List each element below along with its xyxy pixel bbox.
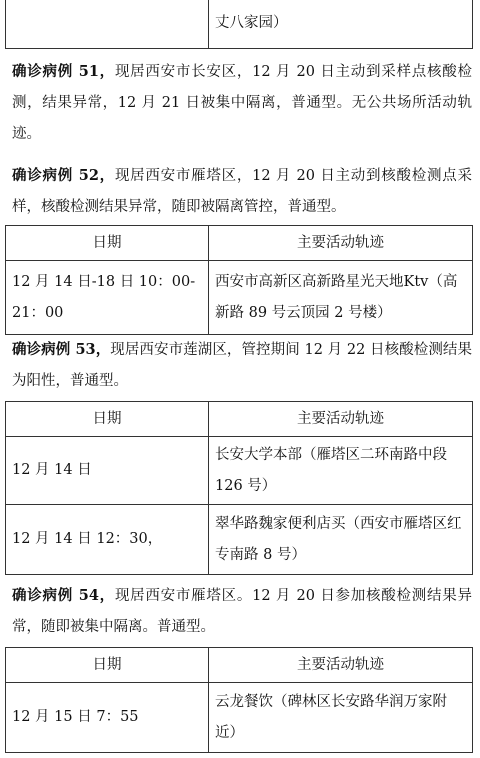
table-row bbox=[6, 261, 473, 335]
table-header-row bbox=[6, 226, 473, 261]
case-54-table bbox=[5, 647, 473, 753]
date-cell: 12 月 14 日 bbox=[6, 437, 209, 505]
date-cell: 12 月 15 日 7：55 bbox=[6, 683, 209, 753]
case-53-label: 确诊病例 53， bbox=[12, 341, 111, 358]
track-cell: 翠华路魏家便利店买（西安市雁塔区红专南路 8 号） bbox=[209, 505, 473, 575]
date-cell: 12 月 14 日-18 日 10：00-21：00 bbox=[6, 261, 209, 335]
track-header: 主要活动轨迹 bbox=[209, 402, 473, 437]
table-header-row bbox=[6, 402, 473, 437]
prev-track-cell: 丈八家园） bbox=[209, 0, 473, 49]
date-header: 日期 bbox=[6, 402, 209, 437]
case-51-paragraph bbox=[12, 56, 472, 150]
table-header-row bbox=[6, 648, 473, 683]
track-cell: 云龙餐饮（碑林区长安路华润万家附近） bbox=[209, 683, 473, 753]
track-header: 主要活动轨迹 bbox=[209, 648, 473, 683]
track-header: 主要活动轨迹 bbox=[209, 226, 473, 261]
date-cell: 12 月 14 日 12：30， bbox=[6, 505, 209, 575]
track-cell: 西安市高新区高新路星光天地Ktv（高新路 89 号云顶园 2 号楼） bbox=[209, 261, 473, 335]
case-53-paragraph bbox=[12, 334, 472, 397]
case-54-paragraph bbox=[12, 580, 472, 643]
prev-table-fragment bbox=[5, 0, 473, 49]
case-53-text: 现居西安市莲湖区，管控期间 12 月 22 日核酸检测结果为阳性，普通型。 bbox=[12, 342, 472, 389]
case-52-text: 现居西安市雁塔区，12 月 20 日主动到核酸检测点采样，核酸检测结果异常，随即被隔离管控，普通型。 bbox=[12, 168, 472, 215]
case-52-table bbox=[5, 225, 473, 335]
case-51-label: 确诊病例 51， bbox=[12, 63, 115, 80]
table-row bbox=[6, 437, 473, 505]
case-53-table bbox=[5, 401, 473, 575]
date-header: 日期 bbox=[6, 226, 209, 261]
case-54-label: 确诊病例 54， bbox=[12, 587, 115, 604]
case-52-label: 确诊病例 52， bbox=[12, 167, 115, 184]
prev-date-cell bbox=[6, 0, 209, 49]
table-row bbox=[6, 683, 473, 753]
date-header: 日期 bbox=[6, 648, 209, 683]
case-52-paragraph bbox=[12, 160, 472, 223]
case-51-text: 现居西安市长安区，12 月 20 日主动到采样点核酸检测，结果异常，12 月 21 日被集中隔离，普通型。无公共场所活动轨迹。 bbox=[12, 64, 472, 142]
track-cell: 长安大学本部（雁塔区二环南路中段 126 号） bbox=[209, 437, 473, 505]
table-row bbox=[6, 505, 473, 575]
case-54-text: 现居西安市雁塔区。12 月 20 日参加核酸检测结果异常，随即被集中隔离。普通型。 bbox=[12, 588, 472, 635]
